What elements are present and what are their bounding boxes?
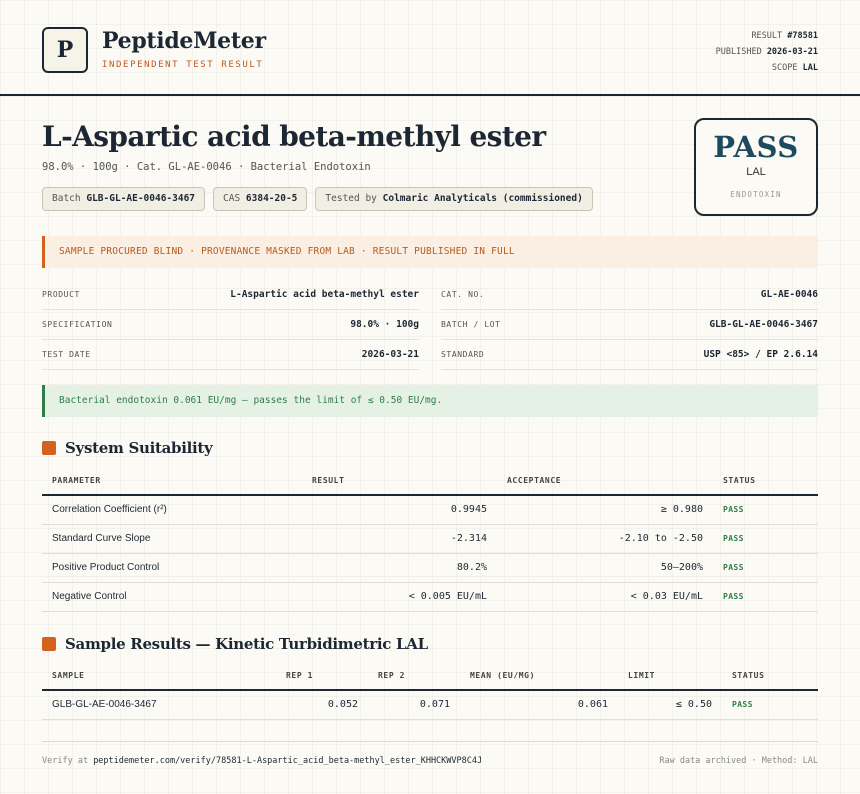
product-subtitle: 98.0% · 100g · Cat. GL-AE-0046 · Bacterial Endotoxin	[42, 161, 371, 173]
chip-label: CAS	[223, 193, 241, 204]
acceptance-cell: -2.10 to -2.50	[497, 524, 713, 553]
column-header: RESULT	[302, 467, 497, 495]
table-row	[42, 582, 818, 611]
batch-chip	[42, 187, 205, 211]
header-divider	[0, 94, 860, 96]
product-chips	[42, 187, 593, 211]
mean-cell: 0.061	[460, 690, 618, 719]
chip-value: 6384-20-5	[245, 193, 298, 204]
table-row	[42, 553, 818, 582]
info-row	[441, 340, 818, 370]
chip-value: Colmaric Analyticals (commissioned)	[382, 193, 583, 204]
status-badge: PASS	[713, 495, 818, 524]
table-header-row	[42, 662, 818, 690]
table-row	[42, 524, 818, 553]
info-row	[42, 310, 419, 340]
page-title: L-Aspartic acid beta-methyl ester	[42, 120, 546, 153]
archive-note: Raw data archived · Method: LAL	[659, 756, 818, 766]
brand-logo: P	[42, 27, 88, 73]
info-left	[42, 280, 419, 370]
published-label: PUBLISHED	[715, 47, 762, 57]
result-id: #78581	[787, 31, 818, 41]
verdict-method: LAL	[746, 166, 766, 178]
samples-heading	[42, 635, 428, 653]
brand-tagline: INDEPENDENT TEST RESULT	[102, 60, 264, 70]
info-label: PRODUCT	[42, 290, 80, 299]
suitability-heading	[42, 439, 212, 457]
scope-value: LAL	[802, 63, 818, 73]
status-badge: PASS	[713, 524, 818, 553]
suitability-table	[42, 467, 818, 612]
parameter-cell: Negative Control	[42, 582, 302, 611]
verify-link[interactable]: peptidemeter.com/verify/78581-L-Aspartic_acid_beta-methyl_ester_KHHCKWVP8C4J	[93, 756, 483, 766]
table-row	[42, 495, 818, 524]
rep2-cell: 0.071	[368, 690, 460, 719]
verdict-word: PASS	[713, 130, 799, 164]
table-row	[42, 690, 818, 719]
rep1-cell: 0.052	[276, 690, 368, 719]
chip-label: Tested by	[325, 193, 377, 204]
info-value: L-Aspartic acid beta-methyl ester	[230, 289, 419, 300]
result-cell: < 0.005 EU/mL	[302, 582, 497, 611]
limit-cell: ≤ 0.50	[618, 690, 722, 719]
verify-footer	[42, 756, 482, 766]
status-badge: PASS	[713, 553, 818, 582]
column-header: LIMIT	[618, 662, 722, 690]
result-label: RESULT	[751, 31, 783, 41]
acceptance-cell: 50–200%	[497, 553, 713, 582]
info-label: BATCH / LOT	[441, 320, 501, 329]
tested-by-chip	[315, 187, 592, 211]
info-row	[42, 340, 419, 370]
cas-chip	[213, 187, 307, 211]
parameter-cell: Positive Product Control	[42, 553, 302, 582]
info-right	[441, 280, 818, 370]
info-row	[441, 280, 818, 310]
acceptance-cell: < 0.03 EU/mL	[497, 582, 713, 611]
samples-table	[42, 662, 818, 720]
section-title: System Suitability	[65, 439, 213, 457]
result-cell: -2.314	[302, 524, 497, 553]
status-badge: PASS	[722, 690, 818, 719]
section-title: Sample Results — Kinetic Turbidimetric LAL	[65, 635, 428, 653]
column-header: SAMPLE	[42, 662, 276, 690]
table-header-row	[42, 467, 818, 495]
info-row	[441, 310, 818, 340]
verify-prefix: Verify at	[42, 756, 89, 766]
result-summary-banner: Bacterial endotoxin 0.061 EU/mg — passes the limit of ≤ 0.50 EU/mg.	[42, 385, 818, 417]
column-header: MEAN (EU/MG)	[460, 662, 618, 690]
column-header: STATUS	[713, 467, 818, 495]
result-cell: 80.2%	[302, 553, 497, 582]
column-header: ACCEPTANCE	[497, 467, 713, 495]
parameter-cell: Correlation Coefficient (r²)	[42, 495, 302, 524]
section-marker-icon	[42, 637, 56, 651]
info-value: GL-AE-0046	[760, 289, 818, 300]
info-value: USP <85> / EP 2.6.14	[703, 349, 818, 360]
verdict-stamp	[694, 118, 818, 216]
acceptance-cell: ≥ 0.980	[497, 495, 713, 524]
section-marker-icon	[42, 441, 56, 455]
published-date: 2026-03-21	[766, 47, 818, 57]
column-header: PARAMETER	[42, 467, 302, 495]
column-header: STATUS	[722, 662, 818, 690]
column-header: REP 1	[276, 662, 368, 690]
parameter-cell: Standard Curve Slope	[42, 524, 302, 553]
info-label: TEST DATE	[42, 350, 91, 359]
sample-cell: GLB-GL-AE-0046-3467	[42, 690, 276, 719]
result-cell: 0.9945	[302, 495, 497, 524]
brand-name: PeptideMeter	[102, 28, 266, 54]
column-header: REP 2	[368, 662, 460, 690]
scope-label: SCOPE	[771, 63, 798, 73]
info-value: GLB-GL-AE-0046-3467	[709, 319, 818, 330]
info-label: STANDARD	[441, 350, 485, 359]
info-label: SPECIFICATION	[42, 320, 113, 329]
provenance-notice: SAMPLE PROCURED BLIND · PROVENANCE MASKED FROM LAB · RESULT PUBLISHED IN FULL	[42, 236, 818, 268]
chip-value: GLB-GL-AE-0046-3467	[86, 193, 196, 204]
result-meta	[716, 28, 818, 76]
info-value: 98.0% · 100g	[350, 319, 419, 330]
footer-divider	[42, 741, 818, 742]
status-badge: PASS	[713, 582, 818, 611]
chip-label: Batch	[52, 193, 81, 204]
brand	[102, 28, 266, 70]
info-label: CAT. NO.	[441, 290, 485, 299]
info-row	[42, 280, 419, 310]
info-value: 2026-03-21	[361, 349, 419, 360]
verdict-test: ENDOTOXIN	[730, 190, 782, 199]
